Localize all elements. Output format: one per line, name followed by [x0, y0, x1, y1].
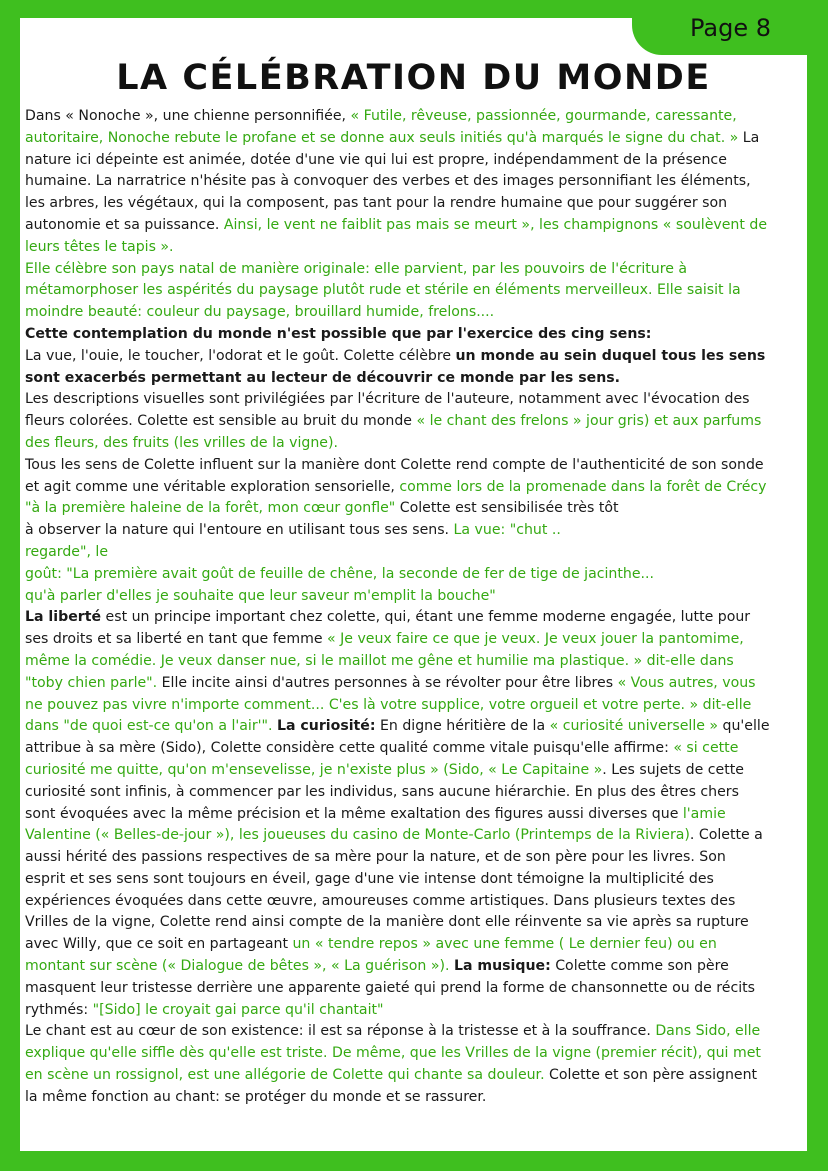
quote-span: qu'à parler d'elles je souhaite que leur saveur m'emplit la bouche" [25, 587, 496, 604]
quote-span: « si cette [673, 740, 739, 757]
quote-span: « Futile, rêveuse, passionnée, gourmande, caressante, [350, 108, 737, 124]
text-line [25, 1000, 805, 1022]
bold-span: La liberté [25, 609, 102, 626]
text-line [25, 106, 805, 128]
text-line [25, 477, 805, 499]
text-line [25, 215, 805, 237]
quote-span: La vue: "chut .. [453, 522, 561, 539]
quote-span: Dans Sido, elle [655, 1023, 761, 1040]
text-span: fleurs colorées. Colette est sensible au bruit du monde [25, 413, 417, 430]
text-line [25, 847, 805, 869]
text-span: Le chant est au cœur de son existence: il est sa réponse à la tristesse et à la souffrance. [25, 1023, 656, 1040]
text-span: aussi hérité des passions respectives de sa mère pour la nature, et de son père pour les livres. Son [25, 849, 726, 866]
text-line [25, 716, 805, 738]
quote-span: montant sur scène (« Dialogue de bêtes », « La guérison »). [25, 958, 450, 975]
text-span: Vrilles de la vigne, Colette rend ainsi compte de la manière dont elle réinvente sa vie après sa rupture [25, 914, 749, 931]
text-span: Colette est sensibilisée très tôt [395, 500, 619, 517]
text-span: Colette et son père assignent [544, 1067, 758, 1084]
quote-span: "[Sido] le croyait gai parce qu'il chantait" [92, 1001, 384, 1018]
text-span: Tous les sens de Colette influent sur la manière dont Colette rend compte de l'authenticité de son sonde [25, 456, 764, 473]
text-line [25, 912, 805, 934]
text-span: qu'elle [718, 718, 770, 735]
quote-span: « curiosité universelle » [549, 718, 719, 735]
text-span: ses droits et sa liberté en tant que femme [25, 631, 328, 648]
quote-span: en scène un rossignol, est une allégorie de Colette qui chante sa douleur. [25, 1067, 545, 1084]
text-line [25, 804, 805, 826]
quote-span: autoritaire, Nonoche rebute le profane et se donne aux seuls initiés qu'à marqués le signe du chat. » [25, 129, 739, 146]
text-line [25, 237, 805, 259]
text-line [25, 956, 805, 978]
quote-span: l'amie [682, 805, 726, 822]
text-line [25, 869, 805, 891]
quote-span: « Je veux faire ce que je veux. Je veux jouer la pantomime, [327, 631, 744, 648]
text-span: autonomie et sa puissance. [25, 216, 224, 233]
quote-span: leurs têtes le tapis ». [25, 238, 174, 255]
text-span: Les descriptions visuelles sont privilégiées par l'écriture de l'auteure, notamment avec l'évocation des [25, 391, 750, 408]
text-line [25, 171, 805, 193]
text-span: La [738, 129, 760, 146]
text-line [25, 259, 805, 281]
text-line [25, 978, 805, 1000]
quote-span: explique qu'elle siffle dès qu'elle est triste. De même, que les Vrilles de la vigne (premier récit), qui met [25, 1045, 761, 1062]
text-span: En digne héritière de la [375, 718, 550, 735]
text-line [25, 586, 805, 608]
quote-span: "à la première haleine de la forêt, mon cœur gonfle" [25, 500, 396, 517]
text-span: et agit comme une véritable exploration sensorielle, [25, 478, 400, 495]
text-span: rythmés: [25, 1001, 93, 1018]
text-line [25, 389, 805, 411]
quote-span: un « tendre repos » avec une femme ( Le dernier feu) ou en [292, 936, 717, 953]
text-span: masquent leur tristesse derrière une apparente gaieté qui prend la forme de chansonnette ou de récits [25, 979, 756, 996]
text-line [25, 455, 805, 477]
quote-span: Ainsi, le vent ne faiblit pas mais se meurt », les champignons « soulèvent de [223, 216, 768, 233]
text-span: . Les sujets de cette [602, 761, 744, 778]
text-line [25, 498, 805, 520]
bold-span: sont exacerbés permettant au lecteur de découvrir ce monde par les sens. [25, 369, 620, 386]
text-line [25, 891, 805, 913]
text-line [25, 607, 805, 629]
quote-span: même la comédie. Je veux danser nue, si le maillot me gêne et humilie ma plastique. » dit-elle dans [25, 652, 734, 669]
text-span: à observer la nature qui l'entoure en utilisant tous ses sens. [25, 522, 454, 539]
body-text [25, 106, 805, 1109]
text-line [25, 651, 805, 673]
text-span: . Colette a [689, 827, 763, 844]
text-line [25, 368, 805, 390]
text-line [25, 346, 805, 368]
quote-span: métamorphoser les aspérités du paysage plutôt rude et stérile en éléments merveilleux. Elle saisit la [25, 282, 741, 299]
text-line [25, 673, 805, 695]
text-line [25, 542, 805, 564]
bold-span: La musique: [453, 958, 551, 975]
quote-span: regarde", le [25, 543, 109, 560]
bold-span: un monde au sein duquel tous les sens [455, 347, 766, 364]
text-line [25, 324, 805, 346]
text-line [25, 150, 805, 172]
text-span: curiosité sont infinis, à commencer par les individus, sans aucune hiérarchie. En plus des êtres chers [25, 783, 739, 800]
text-line [25, 695, 805, 717]
text-span: La vue, l'ouie, le toucher, l'odorat et le goût. Colette célèbre [25, 347, 456, 364]
quote-span: goût: "La première avait goût de feuille de chêne, la seconde de fer de tige de jacinthe... [25, 565, 654, 582]
text-span: Colette comme son père [550, 958, 729, 975]
text-span: Elle incite ainsi d'autres personnes à se révolter pour être libres [157, 674, 618, 691]
quote-span: « Vous autres, vous [617, 674, 756, 691]
text-line [25, 1087, 805, 1109]
quote-span: Valentine (« Belles-de-jour »), les joueuses du casino de Monte-Carlo (Printemps de la Riviera) [25, 827, 690, 844]
text-line [25, 934, 805, 956]
text-line [25, 825, 805, 847]
text-line [25, 629, 805, 651]
text-line [25, 738, 805, 760]
page-number: Page 8 [690, 14, 771, 42]
text-line [25, 1043, 805, 1065]
text-span: la même fonction au chant: se protéger du monde et se rassurer. [25, 1088, 487, 1105]
text-line [25, 564, 805, 586]
text-span: humaine. La narratrice n'hésite pas à convoquer des verbes et des images personnifiant les éléments, [25, 173, 751, 190]
text-line [25, 1065, 805, 1087]
text-span: est un principe important chez colette, qui, étant une femme moderne engagée, lutte pour [101, 609, 751, 626]
bold-span: Cette contemplation du monde n'est possible que par l'exercice des cing sens: [25, 325, 652, 342]
text-span: esprit et ses sens sont toujours en éveil, gage d'une vie intense dont témoigne la multiplicité des [25, 870, 714, 887]
text-line [25, 193, 805, 215]
text-line [25, 302, 805, 324]
text-span: nature ici dépeinte est animée, dotée d'une vie qui lui est propre, indépendamment de la présence [25, 151, 727, 168]
quote-span: ne pouvez pas vivre n'importe comment... C'es là votre supplice, votre orgueil et votre perte. » dit-elle [25, 696, 752, 713]
text-line [25, 520, 805, 542]
text-span: sont évoquées avec la même précision et la même exaltation des figures aussi diverses que [25, 805, 683, 822]
text-line [25, 1021, 805, 1043]
text-span: Dans « Nonoche », une chienne personnifiée, [25, 108, 351, 124]
text-line [25, 782, 805, 804]
text-span: avec Willy, que ce soit en partageant [25, 936, 293, 953]
text-span: les arbres, les végétaux, qui la composent, pas tant pour la rendre humaine que pour suggérer son [25, 195, 728, 212]
text-span: attribue à sa mère (Sido), Colette considère cette qualité comme vitale puisqu'elle affirme: [25, 740, 674, 757]
bold-span: La curiosité: [277, 718, 376, 735]
quote-span: "toby chien parle". [25, 674, 158, 691]
quote-span: dans "de quoi est-ce qu'on a l'air'". [25, 718, 273, 735]
text-line [25, 411, 805, 433]
text-line [25, 280, 805, 302]
quote-span: des fleurs, des fruits (les vrilles de la vigne). [25, 434, 338, 451]
quote-span: comme lors de la promenade dans la forêt de Crécy [399, 478, 767, 495]
quote-span: « le chant des frelons » jour gris) et aux parfums [416, 413, 762, 430]
text-line [25, 128, 805, 150]
text-line [25, 760, 805, 782]
text-span: expériences évoquées dans cette œuvre, amoureuses comme artistiques. Dans plusieurs textes des [25, 892, 736, 909]
quote-span: moindre beauté: couleur du paysage, brouillard humide, frelons.... [25, 304, 495, 321]
quote-span: curiosité me quitte, qu'on m'ensevelisse, je n'existe plus » (Sido, « Le Capitaine » [25, 761, 603, 778]
page-title: LA CÉLÉBRATION DU MONDE [116, 58, 711, 98]
text-line [25, 433, 805, 455]
quote-span: Elle célèbre son pays natal de manière originale: elle parvient, par les pouvoirs de l'écriture à [25, 260, 688, 277]
